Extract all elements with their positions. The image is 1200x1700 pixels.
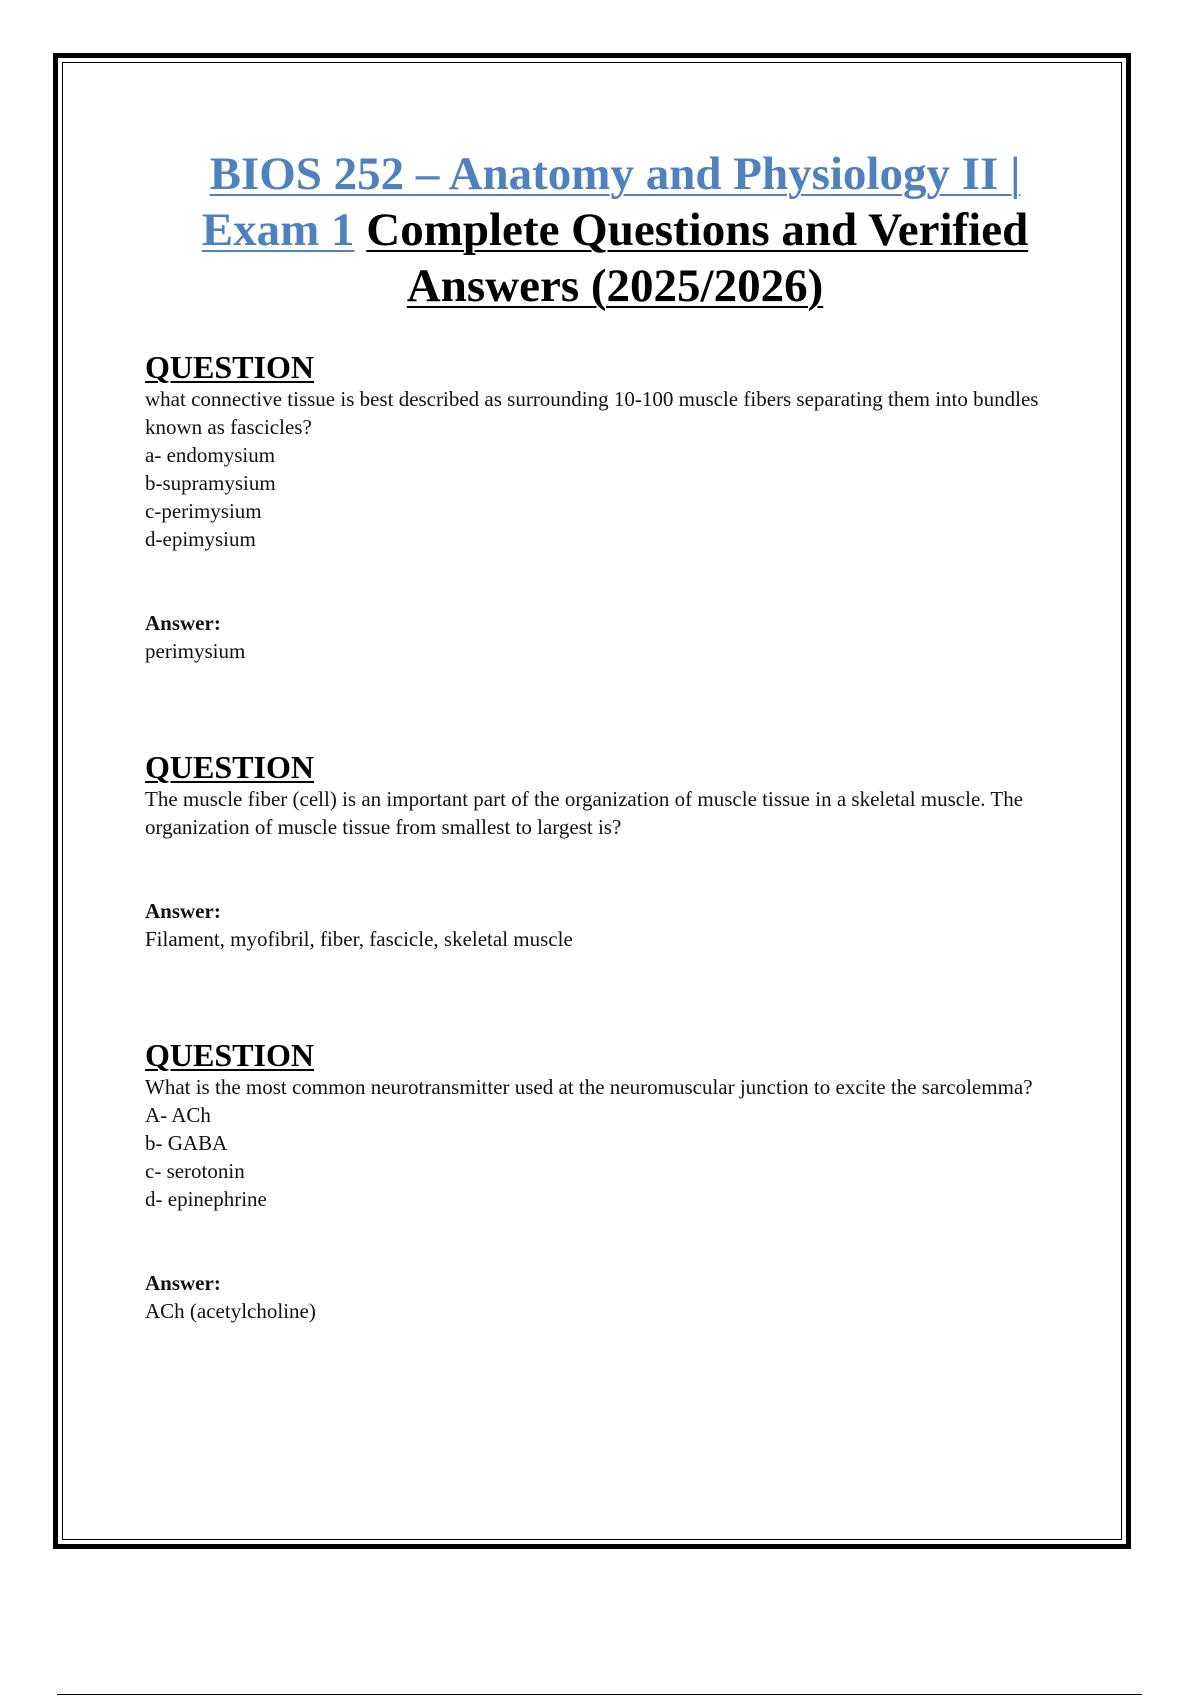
title-line-2-text: Complete Questions and Verified [366, 204, 1029, 256]
question-block-2 [145, 750, 1045, 953]
option-a: a- endomysium [145, 443, 276, 467]
option-c: c- serotonin [145, 1159, 245, 1183]
title-line-2 [120, 202, 1110, 258]
spacer [145, 553, 1045, 609]
answer-label: Answer: [145, 899, 221, 923]
question-text: The muscle fiber (cell) is an important part of the organization of muscle tissue in a skeletal muscle. The organization of muscle tissue from smallest to largest is? [145, 787, 1024, 839]
title-line-1 [120, 146, 1110, 202]
option-a: A- ACh [145, 1103, 211, 1127]
title-course-link[interactable]: BIOS 252 – Anatomy and Physiology II | [209, 148, 1021, 200]
answer-text: Filament, myofibril, fiber, fascicle, skeletal muscle [145, 927, 573, 951]
question-heading: QUESTION [145, 749, 314, 785]
title-exam-link[interactable]: Exam 1 [201, 204, 355, 256]
document-title [120, 146, 1110, 314]
option-b: b-supramysium [145, 471, 276, 495]
spacer [145, 1213, 1045, 1269]
answer-label: Answer: [145, 611, 221, 635]
footer-rule [57, 1694, 1142, 1695]
title-line-3-text: Answers (2025/2026) [406, 260, 824, 312]
option-b: b- GABA [145, 1131, 228, 1155]
answer-text: perimysium [145, 639, 246, 663]
spacer [145, 841, 1045, 897]
question-heading: QUESTION [145, 349, 314, 385]
answer-label: Answer: [145, 1271, 221, 1295]
question-block-1 [145, 350, 1045, 665]
answer-text: ACh (acetylcholine) [145, 1299, 316, 1323]
title-line-3 [120, 258, 1110, 314]
question-text: What is the most common neurotransmitter used at the neuromuscular junction to excite the sarcolemma? [145, 1075, 1033, 1099]
option-d: d- epinephrine [145, 1187, 267, 1211]
option-c: c-perimysium [145, 499, 262, 523]
question-heading: QUESTION [145, 1037, 314, 1073]
question-text: what connective tissue is best described as surrounding 10-100 muscle fibers separating them into bundles known as fascicles? [145, 387, 1039, 439]
option-d: d-epimysium [145, 527, 256, 551]
question-block-3 [145, 1038, 1045, 1325]
